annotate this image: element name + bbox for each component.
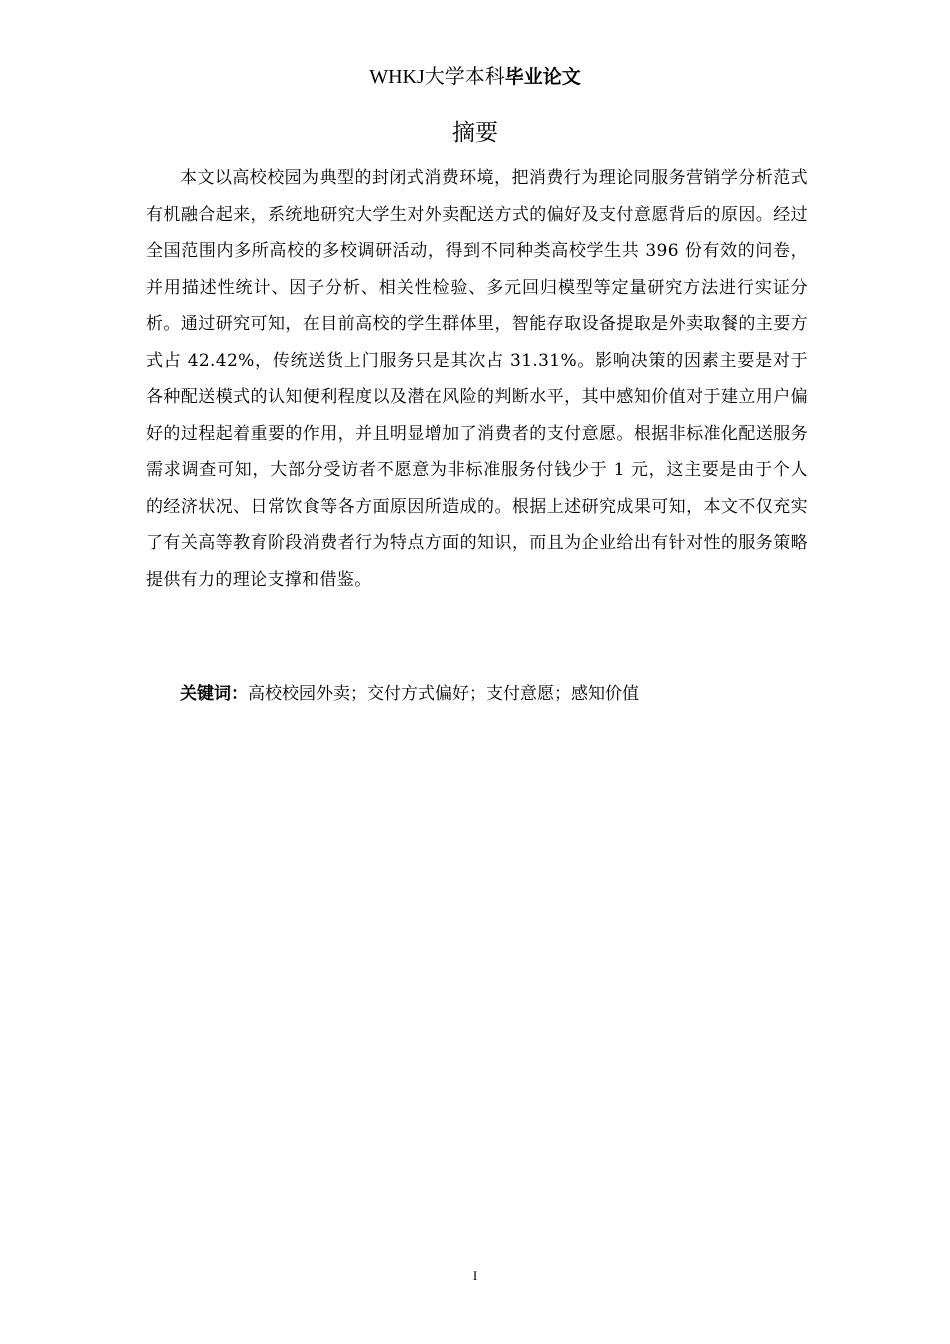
- page-number: I: [472, 1268, 478, 1283]
- header-school-name: WHKJ大学本科: [369, 66, 505, 88]
- keywords-label: 关键词：: [180, 684, 248, 704]
- abstract-paragraph: 本文以高校校园为典型的封闭式消费环境，把消费行为理论同服务营销学分析范式有机融合起来，系统地研究大学生对外卖配送方式的偏好及支付意愿背后的原因。经过全国范围内多所高校的多校调研活动，得到不同种类高校学生共 396 份有效的问卷，并用描述性统计、因子分析、相关性检验、多元回归模型等定量研究方法进行实证分析。通过研究可知，在目前高校的学生群体里，智能存取设备提取是外卖取餐的主要方式占 42.42%，传统送货上门服务只是其次占 31.31%。影响决策的因素主要是对于各种配送模式的认知便利程度以及潜在风险的判断水平，其中感知价值对于建立用户偏好的过程起着重要的作用，并且明显增加了消费者的支付意愿。根据非标准化配送服务需求调查可知，大部分受访者不愿意为非标准服务付钱少于 1 元，这主要是由于个人的经济状况、日常饮食等各方面原因所造成的。根据上述研究成果可知，本文不仅充实了有关高等教育阶段消费者行为特点方面的知识，而且为企业给出有针对性的服务策略提供有力的理论支撑和借鉴。: [146, 168, 808, 590]
- keywords-text: 高校校园外卖；交付方式偏好；支付意愿；感知价值: [248, 684, 639, 704]
- running-header: [0, 60, 950, 93]
- header-thesis-label: 毕业论文: [504, 66, 581, 88]
- keywords-line: [180, 676, 800, 712]
- abstract-heading: 摘要: [452, 120, 498, 146]
